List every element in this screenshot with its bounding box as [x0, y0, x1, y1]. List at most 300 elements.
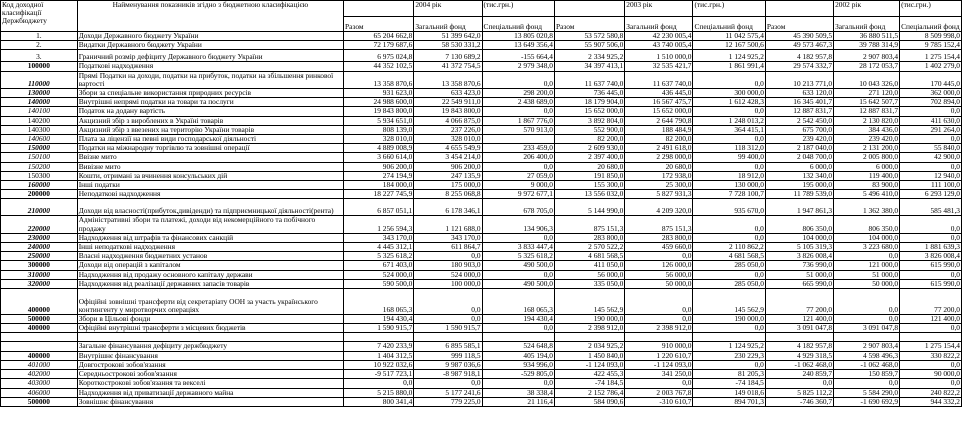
table-row: [1, 388, 962, 397]
value-general-2003: -310 610,7: [625, 397, 693, 406]
value-general-2002: 5 584 290,0: [834, 388, 900, 397]
row-code: 400000: [1, 289, 78, 315]
value-special-2002: 9 785 152,4: [900, 41, 962, 50]
value-special-2004: 2 979 348,0: [482, 62, 554, 71]
value-total-2002: 51 000,0: [765, 270, 833, 279]
value-total-2004: 5 934 651,0: [344, 116, 414, 125]
value-total-2002: 4 182 957,8: [765, 342, 833, 351]
value-special-2002: 944 332,2: [900, 397, 962, 406]
table-row: [1, 98, 962, 107]
value-general-2003: 910 000,0: [625, 342, 693, 351]
value-general-2002: 4 598 496,3: [834, 351, 900, 360]
value-general-2004: 0,0: [414, 252, 482, 261]
year-2002-spacer: [765, 1, 833, 17]
value-total-2002: 675 700,0: [765, 125, 833, 134]
table-row: [1, 324, 962, 333]
row-code: 100000: [1, 62, 78, 71]
value-general-2002: 2 131 200,0: [834, 144, 900, 153]
value-special-2003: 130 000,0: [693, 181, 765, 190]
value-special-2003: 0,0: [693, 135, 765, 144]
row-code: 401000: [1, 360, 78, 369]
table-row: [1, 171, 962, 180]
value-special-2004: 0,0: [482, 233, 554, 242]
value-total-2002: -1 062 468,0: [765, 360, 833, 369]
value-total-2002: 121 400,0: [765, 315, 833, 324]
value-total-2003: 56 000,0: [554, 270, 624, 279]
value-general-2004: 328 010,0: [414, 135, 482, 144]
row-name: Податкові надходження: [77, 62, 343, 71]
value-special-2003: 0,0: [693, 216, 765, 233]
row-code: 500000: [1, 315, 78, 324]
value-general-2003: 0,0: [625, 252, 693, 261]
value-special-2003: 2 110 862,2: [693, 243, 765, 252]
value-special-2002: 362 000,0: [900, 89, 962, 98]
value-total-2002: 0,0: [765, 379, 833, 388]
value-general-2003: 2 491 618,0: [625, 144, 693, 153]
value-general-2003: -1 124 093,0: [625, 360, 693, 369]
value-general-2004: 237 226,0: [414, 125, 482, 134]
row-name: Загальне фінансування дефіциту держбюджету: [77, 342, 343, 351]
value-special-2004: 9 000,0: [482, 181, 554, 190]
row-code: 400000: [1, 351, 78, 360]
value-total-2003: 190 000,0: [554, 315, 624, 324]
value-total-2003: 3 892 804,0: [554, 116, 624, 125]
value-total-2003: 18 179 904,0: [554, 98, 624, 107]
value-special-2003: 1 124 925,2: [693, 342, 765, 351]
table-row: [1, 144, 962, 153]
row-code: 3.: [1, 50, 78, 62]
value-general-2004: 4 655 549,9: [414, 144, 482, 153]
table-row: [1, 107, 962, 116]
value-special-2003: 0,0: [693, 71, 765, 88]
value-total-2004: 5 325 618,2: [344, 252, 414, 261]
value-total-2002: 10 213 771,0: [765, 71, 833, 88]
value-general-2003: 50 000,0: [625, 279, 693, 288]
value-special-2004: 0,0: [482, 324, 554, 333]
value-general-2002: 5 496 410,0: [834, 190, 900, 199]
value-special-2002: 0,0: [900, 360, 962, 369]
value-special-2004: 490 500,0: [482, 261, 554, 270]
value-general-2004: 1 121 688,0: [414, 216, 482, 233]
row-name: Збори за спеціальне використання природних ресурсів: [77, 89, 343, 98]
value-special-2004: 570 913,0: [482, 125, 554, 134]
value-special-2004: 233 459,0: [482, 144, 554, 153]
value-general-2004: -8 987 918,1: [414, 370, 482, 379]
value-total-2004: 65 204 662,8: [344, 32, 414, 41]
value-total-2003: 335 050,0: [554, 279, 624, 288]
value-total-2003: 2 152 786,4: [554, 388, 624, 397]
value-special-2004: 1 867 776,0: [482, 116, 554, 125]
value-general-2002: 1 362 380,0: [834, 199, 900, 216]
value-general-2002: 15 642 507,7: [834, 98, 900, 107]
value-general-2003: 42 230 005,4: [625, 32, 693, 41]
value-special-2004: 298 200,0: [482, 89, 554, 98]
value-total-2004: 6 975 024,8: [344, 50, 414, 62]
value-total-2004: 590 500,0: [344, 279, 414, 288]
row-name: Інші податки: [77, 181, 343, 190]
value-general-2004: 22 549 911,0: [414, 98, 482, 107]
value-special-2002: 0,0: [900, 162, 962, 171]
value-general-2002: 50 000,0: [834, 279, 900, 288]
value-total-2002: 240 859,7: [765, 370, 833, 379]
value-total-2002: 665 990,0: [765, 279, 833, 288]
value-total-2002: 5 105 319,3: [765, 243, 833, 252]
value-total-2004: 184 000,0: [344, 181, 414, 190]
value-total-2004: 671 403,0: [344, 261, 414, 270]
value-general-2003: 459 660,0: [625, 243, 693, 252]
value-total-2003: 11 637 740,0: [554, 71, 624, 88]
row-code: 140600: [1, 135, 78, 144]
value-general-2004: 41 372 754,5: [414, 62, 482, 71]
value-special-2004: 206 400,0: [482, 153, 554, 162]
value-total-2002: 6 000,0: [765, 162, 833, 171]
value-general-2002: 239 420,0: [834, 135, 900, 144]
value-total-2003: 2 570 522,2: [554, 243, 624, 252]
value-general-2002: -1 062 468,0: [834, 360, 900, 369]
value-total-2003: 15 652 000,0: [554, 107, 624, 116]
value-general-2003: 875 151,3: [625, 216, 693, 233]
value-total-2004: 906 200,0: [344, 162, 414, 171]
value-general-2002: -1 690 692,9: [834, 397, 900, 406]
row-name: Офіційні внутрішні трансферти з місцевих бюджетів: [77, 324, 343, 333]
row-name: Акцизний збір з вироблених в Україні товарів: [77, 116, 343, 125]
row-name: Власні надходження бюджетних установ: [77, 252, 343, 261]
value-special-2004: 13 649 356,4: [482, 41, 554, 50]
value-general-2004: 4 066 875,0: [414, 116, 482, 125]
value-total-2003: -1 124 093,0: [554, 360, 624, 369]
row-code: 210000: [1, 199, 78, 216]
value-special-2003: 1 861 991,4: [693, 62, 765, 71]
row-name: Видатки Державного бюджету України: [77, 41, 343, 50]
total-header-2002: Разом: [765, 16, 833, 32]
value-special-2004: 0,0: [482, 270, 554, 279]
value-special-2003: 11 042 575,4: [693, 32, 765, 41]
row-code: [1, 342, 78, 351]
value-general-2002: 2 907 803,4: [834, 50, 900, 62]
table-row: [1, 199, 962, 216]
table-row: [1, 315, 962, 324]
row-name: Кошти, отримані за вчинення консульських дій: [77, 171, 343, 180]
year-2003-spacer: [554, 1, 624, 17]
row-code: 250000: [1, 252, 78, 261]
value-general-2003: 1 220 610,7: [625, 351, 693, 360]
value-total-2002: -746 360,7: [765, 397, 833, 406]
row-name: Короткострокові зобов'язання та векселі: [77, 379, 343, 388]
value-special-2002: 702 894,0: [900, 98, 962, 107]
value-general-2002: 0,0: [834, 289, 900, 315]
value-special-2004: 3 833 447,4: [482, 243, 554, 252]
value-special-2003: 364 415,1: [693, 125, 765, 134]
row-code: 110000: [1, 71, 78, 88]
row-code: 140100: [1, 107, 78, 116]
table-row: [1, 379, 962, 388]
row-code: 310000: [1, 270, 78, 279]
row-name: Плата за ліцензії на певні види господарської діяльності: [77, 135, 343, 144]
row-code: 150300: [1, 171, 78, 180]
row-name: Граничний розмір дефіциту Державного бюджету України: [77, 50, 343, 62]
row-code: 400000: [1, 324, 78, 333]
row-code: 150100: [1, 153, 78, 162]
row-name: Середньострокові зобов'язання: [77, 370, 343, 379]
value-special-2002: 615 990,0: [900, 261, 962, 270]
table-row: [1, 351, 962, 360]
row-code: 500000: [1, 397, 78, 406]
row-name: Інші неподаткові надходження: [77, 243, 343, 252]
value-general-2004: 9 987 036,6: [414, 360, 482, 369]
value-general-2002: 3 223 680,0: [834, 243, 900, 252]
value-special-2003: 285 050,0: [693, 261, 765, 270]
blank-cell: [900, 333, 962, 342]
value-total-2004: 524 000,0: [344, 270, 414, 279]
value-special-2004: 490 500,0: [482, 279, 554, 288]
value-general-2003: 2 644 790,8: [625, 116, 693, 125]
value-total-2004: 13 358 870,6: [344, 71, 414, 88]
row-name: Прямі Податки на доходи, податки на прибуток, податки на збільшення ринкової вартості: [77, 71, 343, 88]
value-total-2004: 1 256 594,3: [344, 216, 414, 233]
value-total-2004: 3 660 614,0: [344, 153, 414, 162]
year-2002-unit: (тис.грн.): [900, 1, 962, 17]
row-name: Акцизний збір з ввезених на територію України товарів: [77, 125, 343, 134]
value-special-2004: 0,0: [482, 162, 554, 171]
value-general-2002: 0,0: [834, 252, 900, 261]
row-code: 130000: [1, 89, 78, 98]
value-total-2004: 4 445 312,1: [344, 243, 414, 252]
value-general-2003: 56 000,0: [625, 270, 693, 279]
blank-cell: [765, 333, 833, 342]
value-special-2002: 6 293 129,0: [900, 190, 962, 199]
value-general-2002: 150 859,7: [834, 370, 900, 379]
value-special-2003: 118 312,0: [693, 144, 765, 153]
value-special-2002: 411 630,0: [900, 116, 962, 125]
value-general-2004: 58 530 331,2: [414, 41, 482, 50]
value-general-2002: 10 043 326,0: [834, 71, 900, 88]
table-row: [1, 279, 962, 288]
value-total-2003: 411 050,0: [554, 261, 624, 270]
value-special-2002: 330 822,2: [900, 351, 962, 360]
value-total-2002: 3 091 047,8: [765, 324, 833, 333]
value-special-2003: 935 670,0: [693, 199, 765, 216]
value-special-2003: 81 205,3: [693, 370, 765, 379]
value-general-2003: 11 637 740,0: [625, 71, 693, 88]
value-general-2003: 283 800,0: [625, 233, 693, 242]
value-general-2003: 5 827 931,3: [625, 190, 693, 199]
value-total-2003: 1 450 840,0: [554, 351, 624, 360]
value-special-2002: 111 100,0: [900, 181, 962, 190]
value-general-2003: 4 209 320,0: [625, 199, 693, 216]
value-general-2003: 341 250,0: [625, 370, 693, 379]
value-total-2004: 72 179 687,6: [344, 41, 414, 50]
row-name: Надходження від штрафів та фінансових санкцій: [77, 233, 343, 242]
value-general-2003: 1 510 000,0: [625, 50, 693, 62]
table-row: [1, 370, 962, 379]
table-row: [1, 32, 962, 41]
value-general-2004: 19 843 800,0: [414, 107, 482, 116]
value-special-2003: 0,0: [693, 107, 765, 116]
value-total-2004: 24 988 600,0: [344, 98, 414, 107]
value-special-2004: 27 059,0: [482, 171, 554, 180]
row-code: 300000: [1, 261, 78, 270]
value-total-2002: 4 929 318,5: [765, 351, 833, 360]
row-name: Довгострокові зобов'язання: [77, 360, 343, 369]
table-row: [1, 261, 962, 270]
value-total-2002: 49 573 467,3: [765, 41, 833, 50]
value-general-2002: 6 000,0: [834, 162, 900, 171]
value-general-2004: 633 423,0: [414, 89, 482, 98]
value-general-2003: 32 535 421,7: [625, 62, 693, 71]
value-special-2003: 1 612 428,3: [693, 98, 765, 107]
table-body: [1, 32, 962, 407]
value-total-2003: 2 397 400,0: [554, 153, 624, 162]
value-total-2002: 239 420,0: [765, 135, 833, 144]
value-general-2002: 12 887 831,7: [834, 107, 900, 116]
value-general-2002: 83 900,0: [834, 181, 900, 190]
row-name: Доходи від власності(прибуток,дивіденди) та підприємницької діяльності(рента): [77, 199, 343, 216]
value-total-2004: 1 404 312,5: [344, 351, 414, 360]
value-total-2004: 6 857 051,1: [344, 199, 414, 216]
value-general-2003: 188 484,9: [625, 125, 693, 134]
value-total-2004: 274 194,9: [344, 171, 414, 180]
value-general-2003: 436 445,0: [625, 89, 693, 98]
value-general-2004: 0,0: [414, 289, 482, 315]
value-special-2003: 145 562,9: [693, 289, 765, 315]
value-total-2002: 806 350,0: [765, 216, 833, 233]
value-special-2003: 7 728 100,7: [693, 190, 765, 199]
value-special-2003: 18 912,0: [693, 171, 765, 180]
value-special-2003: 1 124 925,2: [693, 50, 765, 62]
value-special-2004: 21 116,4: [482, 397, 554, 406]
value-special-2003: 300 000,0: [693, 89, 765, 98]
table-row: [1, 135, 962, 144]
value-special-2004: -529 805,0: [482, 370, 554, 379]
year-2003-label: 2003 рік: [625, 1, 693, 17]
special-fund-header-2002: Спеціальний фонд: [900, 16, 962, 32]
value-special-2003: 0,0: [693, 162, 765, 171]
value-special-2003: 0,0: [693, 324, 765, 333]
value-general-2003: 2 003 767,8: [625, 388, 693, 397]
row-code: 140300: [1, 125, 78, 134]
table-row: [1, 216, 962, 233]
value-special-2002: 3 826 008,4: [900, 252, 962, 261]
value-special-2002: 291 264,0: [900, 125, 962, 134]
value-total-2002: 736 990,0: [765, 261, 833, 270]
value-total-2003: 2 398 912,0: [554, 324, 624, 333]
row-name: Доходи від операцій з капіталом: [77, 261, 343, 270]
special-fund-header-2004: Спеціальний фонд: [482, 16, 554, 32]
blank-cell: [482, 333, 554, 342]
blank-cell: [344, 333, 414, 342]
value-total-2004: 343 170,0: [344, 233, 414, 242]
value-special-2004: 194 430,4: [482, 315, 554, 324]
value-total-2003: 283 800,0: [554, 233, 624, 242]
row-name: Неподаткові надходження: [77, 190, 343, 199]
value-general-2003: 2 298 000,0: [625, 153, 693, 162]
value-general-2002: 3 091 047,8: [834, 324, 900, 333]
value-total-2002: 45 390 509,5: [765, 32, 833, 41]
value-general-2004: 100 000,0: [414, 279, 482, 288]
value-total-2003: 53 572 580,8: [554, 32, 624, 41]
value-special-2002: 240 822,2: [900, 388, 962, 397]
value-general-2004: 1 590 915,7: [414, 324, 482, 333]
value-special-2002: 0,0: [900, 135, 962, 144]
name-column-header: Найменування показників згідно з бюджетною класифікацією: [77, 1, 343, 32]
value-total-2004: 808 139,0: [344, 125, 414, 134]
value-general-2004: 0,0: [414, 315, 482, 324]
table-row: [1, 125, 962, 134]
special-fund-header-2003: Спеціальний фонд: [693, 16, 765, 32]
value-special-2003: 230 229,3: [693, 351, 765, 360]
value-total-2004: 19 843 800,0: [344, 107, 414, 116]
value-general-2003: 172 938,0: [625, 171, 693, 180]
value-special-2002: 0,0: [900, 216, 962, 233]
value-general-2003: 0,0: [625, 315, 693, 324]
value-general-2002: 121 000,0: [834, 261, 900, 270]
value-total-2002: 195 000,0: [765, 181, 833, 190]
blank-cell: [77, 333, 343, 342]
value-special-2003: 285 050,0: [693, 279, 765, 288]
value-total-2002: 4 182 957,8: [765, 50, 833, 62]
blank-cell: [554, 333, 624, 342]
row-code: 150200: [1, 162, 78, 171]
value-special-2003: -74 184,5: [693, 379, 765, 388]
value-total-2003: 5 144 990,0: [554, 199, 624, 216]
value-special-2004: 405 194,0: [482, 351, 554, 360]
value-total-2002: 77 200,0: [765, 289, 833, 315]
value-total-2002: 633 120,0: [765, 89, 833, 98]
value-total-2003: 736 445,0: [554, 89, 624, 98]
value-general-2004: 6 895 585,1: [414, 342, 482, 351]
value-special-2002: 55 840,0: [900, 144, 962, 153]
value-total-2002: 104 000,0: [765, 233, 833, 242]
value-special-2004: 524 648,8: [482, 342, 554, 351]
value-general-2004: 0,0: [414, 379, 482, 388]
value-total-2002: 5 825 112,2: [765, 388, 833, 397]
table-row: [1, 41, 962, 50]
value-special-2002: 1 275 154,4: [900, 342, 962, 351]
total-header-2004: Разом: [344, 16, 414, 32]
value-total-2004: -9 517 723,1: [344, 370, 414, 379]
value-general-2003: 0,0: [625, 379, 693, 388]
value-general-2004: 524 000,0: [414, 270, 482, 279]
table-row: [1, 116, 962, 125]
value-general-2002: 271 120,0: [834, 89, 900, 98]
row-code: 240000: [1, 243, 78, 252]
value-general-2003: 20 680,0: [625, 162, 693, 171]
table-row: [1, 360, 962, 369]
value-total-2002: 12 887 831,7: [765, 107, 833, 116]
table-row: [1, 342, 962, 351]
value-total-2002: 3 826 008,4: [765, 252, 833, 261]
table-row: [1, 153, 962, 162]
value-special-2004: 0,0: [482, 379, 554, 388]
table-row: [1, 252, 962, 261]
general-fund-header-2003: Загальний фонд: [625, 16, 693, 32]
value-general-2004: 247 135,9: [414, 171, 482, 180]
blank-cell: [834, 333, 900, 342]
value-total-2003: 552 900,0: [554, 125, 624, 134]
value-special-2003: 99 400,0: [693, 153, 765, 162]
value-special-2002: 1 881 639,3: [900, 243, 962, 252]
row-name: Зовнішнє фінансування: [77, 397, 343, 406]
value-total-2004: 44 352 102,5: [344, 62, 414, 71]
general-fund-header-2004: Загальний фонд: [414, 16, 482, 32]
value-special-2003: 894 701,3: [693, 397, 765, 406]
value-special-2003: 149 018,6: [693, 388, 765, 397]
value-total-2003: 2 034 925,2: [554, 342, 624, 351]
value-special-2002: 170 445,0: [900, 71, 962, 88]
table-row: [1, 71, 962, 88]
value-general-2004: 175 000,0: [414, 181, 482, 190]
row-name: Надходження від приватизації державного майна: [77, 388, 343, 397]
